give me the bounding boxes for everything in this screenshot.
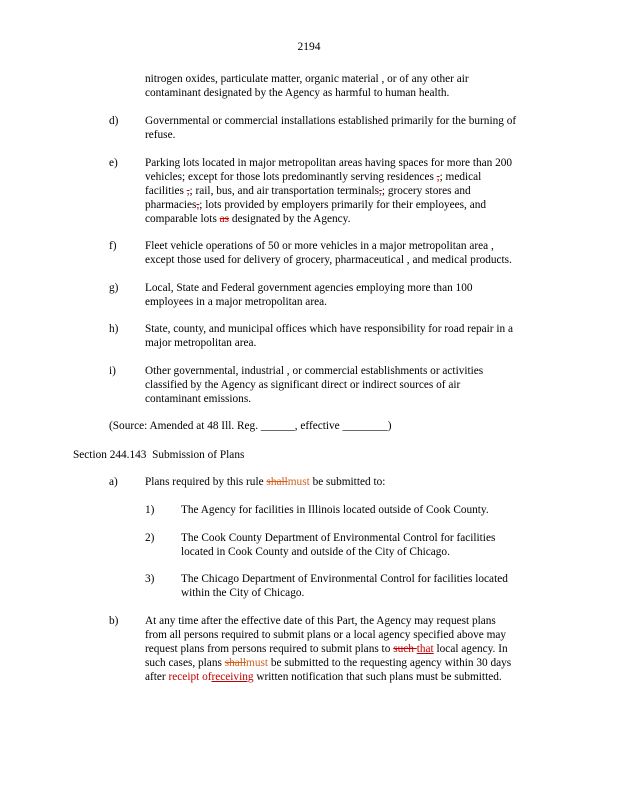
intro-paragraph <box>145 72 469 100</box>
text-line: located in Cook County and outside of the City of Chicago. <box>181 546 450 558</box>
text-line: vehicles; except for those lots predominantly serving residences ,; medical <box>145 171 482 183</box>
deleted-text: , <box>196 199 200 211</box>
text-line: Other governmental, industrial , or commercial establishments or activities <box>145 365 484 377</box>
text-line: pharmacies,; lots provided by employers primarily for their employees, and <box>145 199 487 211</box>
text-line: after receipt ofreceiving written notification that such plans must be submitted. <box>145 671 502 683</box>
text-line: employees in a major metropolitan area. <box>145 296 327 308</box>
text-line: request plans from persons required to submit plans to such that local agency. In <box>145 643 508 655</box>
list-number-2: 2) <box>145 532 155 544</box>
item-a-text: Plans required by this rule shallmust be submitted to: <box>145 476 386 488</box>
item-g-text <box>145 281 473 309</box>
text-line: within the City of Chicago. <box>181 587 305 599</box>
item-label-a: a) <box>109 476 118 488</box>
item-b-text <box>145 614 511 684</box>
deleted-text: , <box>379 185 382 197</box>
item-label-i: i) <box>109 365 116 377</box>
text-line: Fleet vehicle operations of 50 or more vehicles in a major metropolitan area , <box>145 240 494 252</box>
list-item-3 <box>181 572 508 600</box>
deleted-text: shall <box>224 657 247 669</box>
text-line: nitrogen oxides, particulate matter, organic material , or of any other air <box>145 73 469 85</box>
section-heading <box>73 448 244 462</box>
text-line: facilities ,; rail, bus, and air transportation terminals,; grocery stores and <box>145 185 471 197</box>
list-item-1 <box>181 503 489 517</box>
item-label-e: e) <box>109 157 118 169</box>
item-h-text <box>145 322 513 350</box>
item-label-d: d) <box>109 115 119 127</box>
text-line: major metropolitan area. <box>145 337 257 349</box>
text-line: At any time after the effective date of this Part, the Agency may request plans <box>145 615 496 627</box>
text-line: The Cook County Department of Environmental Control for facilities <box>181 532 496 544</box>
inserted-text: that <box>416 643 434 655</box>
section-number: Section 244.143 <box>73 449 147 461</box>
text-line: except those used for delivery of grocery, pharmaceutical , and medical products. <box>145 254 512 266</box>
text-line: The Chicago Department of Environmental Control for facilities located <box>181 573 508 585</box>
item-label-f: f) <box>109 240 117 252</box>
text-line: refuse. <box>145 129 176 141</box>
inserted-text: must <box>246 657 269 669</box>
item-d-text <box>145 114 516 142</box>
deleted-text: , <box>436 171 440 183</box>
text-line: Parking lots located in major metropolitan areas having spaces for more than 200 <box>145 157 513 169</box>
deleted-text: as <box>219 213 230 225</box>
item-e-text <box>145 156 512 226</box>
text-line: contaminant designated by the Agency as harmful to human health. <box>145 87 450 99</box>
item-label-g: g) <box>109 282 119 294</box>
text-line: Local, State and Federal government agencies employing more than 100 <box>145 282 473 294</box>
list-number-3: 3) <box>145 573 155 585</box>
text-line: State, county, and municipal offices which have responsibility for road repair in a <box>145 323 513 335</box>
text-line: comparable lots as designated by the Agency. <box>145 213 351 225</box>
inserted-text: must <box>287 476 310 488</box>
deleted-text: such <box>393 643 417 655</box>
source-note: (Source: Amended at 48 Ill. Reg. ______, effective ________) <box>109 420 392 432</box>
text-line: Governmental or commercial installations established primarily for the burning of <box>145 115 517 127</box>
inserted-text: receiving <box>211 671 254 683</box>
deleted-text: , <box>186 185 190 197</box>
list-item-2 <box>181 531 495 559</box>
section-title: Submission of Plans <box>152 449 245 461</box>
list-number-1: 1) <box>145 504 155 516</box>
deleted-text: shall <box>266 476 288 488</box>
item-label-h: h) <box>109 323 119 335</box>
item-f-text <box>145 239 512 267</box>
text-line: such cases, plans shallmust be submitted to the requesting agency within 30 days <box>145 657 512 669</box>
item-label-b: b) <box>109 615 119 627</box>
deleted-text: receipt of <box>168 671 212 683</box>
page-number: 2194 <box>297 41 321 53</box>
text-line: from all persons required to submit plans or a local agency specified above may <box>145 629 507 641</box>
text-line: The Agency for facilities in Illinois located outside of Cook County. <box>181 504 489 516</box>
text-line: contaminant emissions. <box>145 393 252 405</box>
item-i-text <box>145 364 483 406</box>
text-line: classified by the Agency as significant direct or indirect sources of air <box>145 379 461 391</box>
